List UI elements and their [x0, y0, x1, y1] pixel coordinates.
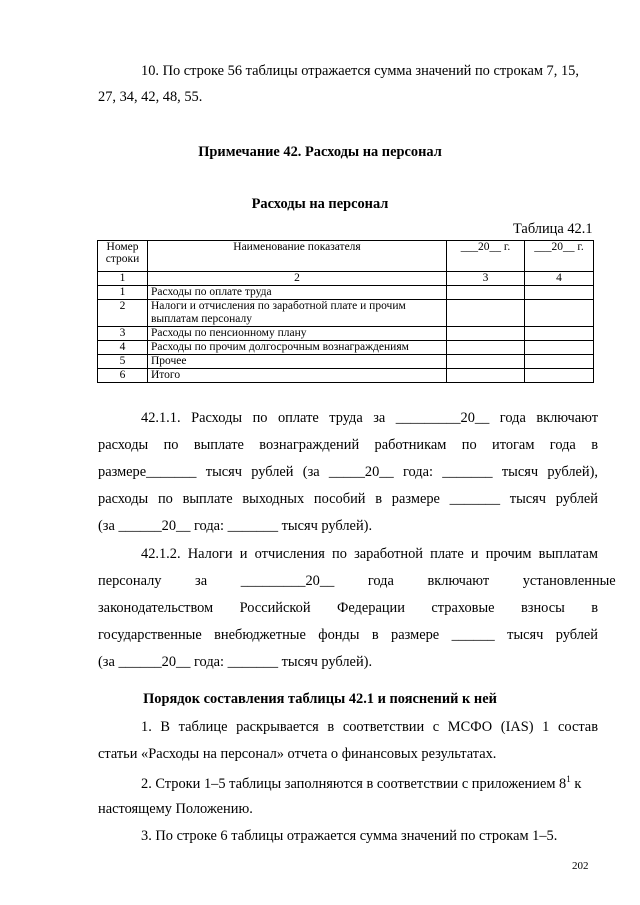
- row-value-col4[interactable]: [525, 300, 594, 327]
- para-4212-line2: персоналу за _________20__ года включают установленные: [98, 573, 616, 589]
- col-number-2: 2: [148, 272, 447, 286]
- proc2-line1: 2. Строки 1–5 таблицы заполняются в соответствии с приложением $8^1$ к: [141, 774, 582, 792]
- page-number: 202: [572, 860, 589, 872]
- note-title: Примечание 42. Расходы на персонал: [198, 144, 442, 160]
- row-value-col3[interactable]: [447, 341, 525, 355]
- column-number-row: [98, 272, 594, 286]
- para-4212-line3: законодательством Российской Федерации страховые взносы в: [98, 600, 598, 616]
- col-number-4: 4: [525, 272, 594, 286]
- para-4211-line5: (за ______20__ года: _______ тысяч рублей).: [98, 518, 373, 534]
- header-name: Наименование показателя: [148, 241, 447, 272]
- row-number: 6: [98, 369, 148, 383]
- row-value-col3[interactable]: [447, 286, 525, 300]
- row-number: 4: [98, 341, 148, 355]
- table-header-row: [98, 241, 594, 272]
- proc3-line: 3. По строке 6 таблицы отражается сумма значений по строкам 1–5.: [141, 828, 558, 844]
- row-value-col4[interactable]: [525, 341, 594, 355]
- table-row: [98, 369, 594, 383]
- row-value-col4[interactable]: [525, 327, 594, 341]
- proc1-line2: статьи «Расходы на персонал» отчета о финансовых результатах.: [98, 746, 497, 762]
- table-row: [98, 327, 594, 341]
- row-value-col4[interactable]: [525, 355, 594, 369]
- row-number: 2: [98, 300, 148, 327]
- row-value-col3[interactable]: [447, 327, 525, 341]
- para-4212-line1: 42.1.2. Налоги и отчисления по заработной плате и прочим выплатам: [141, 546, 598, 562]
- table-row: [98, 341, 594, 355]
- table-title: Расходы на персонал: [251, 196, 389, 212]
- para10-line1: 10. По строке 56 таблицы отражается сумма значений по строкам 7, 15,: [141, 63, 579, 79]
- proc2-line2: настоящему Положению.: [98, 801, 253, 817]
- row-name: Прочее: [148, 355, 447, 369]
- row-number: 5: [98, 355, 148, 369]
- para-4212-line5: (за ______20__ года: _______ тысяч рублей).: [98, 654, 373, 670]
- col-number-1: 1: [98, 272, 148, 286]
- row-name: Расходы по прочим долгосрочным вознаграждениям: [148, 341, 447, 355]
- row-value-col3[interactable]: [447, 300, 525, 327]
- row-name: Расходы по оплате труда: [148, 286, 447, 300]
- row-name: Налоги и отчисления по заработной плате и прочим выплатам персоналу: [148, 300, 447, 327]
- row-name: Итого: [148, 369, 447, 383]
- header-col4: ___20__ г.: [525, 241, 594, 272]
- procedure-title: Порядок составления таблицы 42.1 и пояснений к ней: [143, 691, 497, 707]
- row-value-col3[interactable]: [447, 369, 525, 383]
- row-number: 3: [98, 327, 148, 341]
- row-value-col4[interactable]: [525, 369, 594, 383]
- para-4211-line4: расходы по выплате выходных пособий в размере _______ тысяч рублей: [98, 491, 598, 507]
- table-row: [98, 355, 594, 369]
- row-name: Расходы по пенсионному плану: [148, 327, 447, 341]
- para10-line2: 27, 34, 42, 48, 55.: [98, 89, 203, 105]
- table-row: [98, 300, 594, 327]
- table-row: [98, 286, 594, 300]
- col-number-3: 3: [447, 272, 525, 286]
- table-label: Таблица 42.1: [513, 221, 593, 237]
- row-number: 1: [98, 286, 148, 300]
- para-4212-line4: государственные внебюджетные фонды в размере ______ тысяч рублей: [98, 627, 598, 643]
- para-4211-line3: размере_______ тысяч рублей (за _____20__ года: _______ тысяч рублей),: [98, 464, 598, 480]
- para-4211-line2: расходы по выплате вознаграждений работникам по итогам года в: [98, 437, 598, 453]
- header-number: Номер строки: [98, 241, 148, 272]
- row-value-col3[interactable]: [447, 355, 525, 369]
- proc1-line1: 1. В таблице раскрывается в соответствии с МСФО (IAS) 1 состав: [141, 719, 598, 735]
- para-4211-line1: 42.1.1. Расходы по оплате труда за _________20__ года включают: [141, 410, 598, 426]
- header-col3: ___20__ г.: [447, 241, 525, 272]
- row-value-col4[interactable]: [525, 286, 594, 300]
- expenses-table: [97, 240, 594, 383]
- superscript: 1: [566, 774, 571, 784]
